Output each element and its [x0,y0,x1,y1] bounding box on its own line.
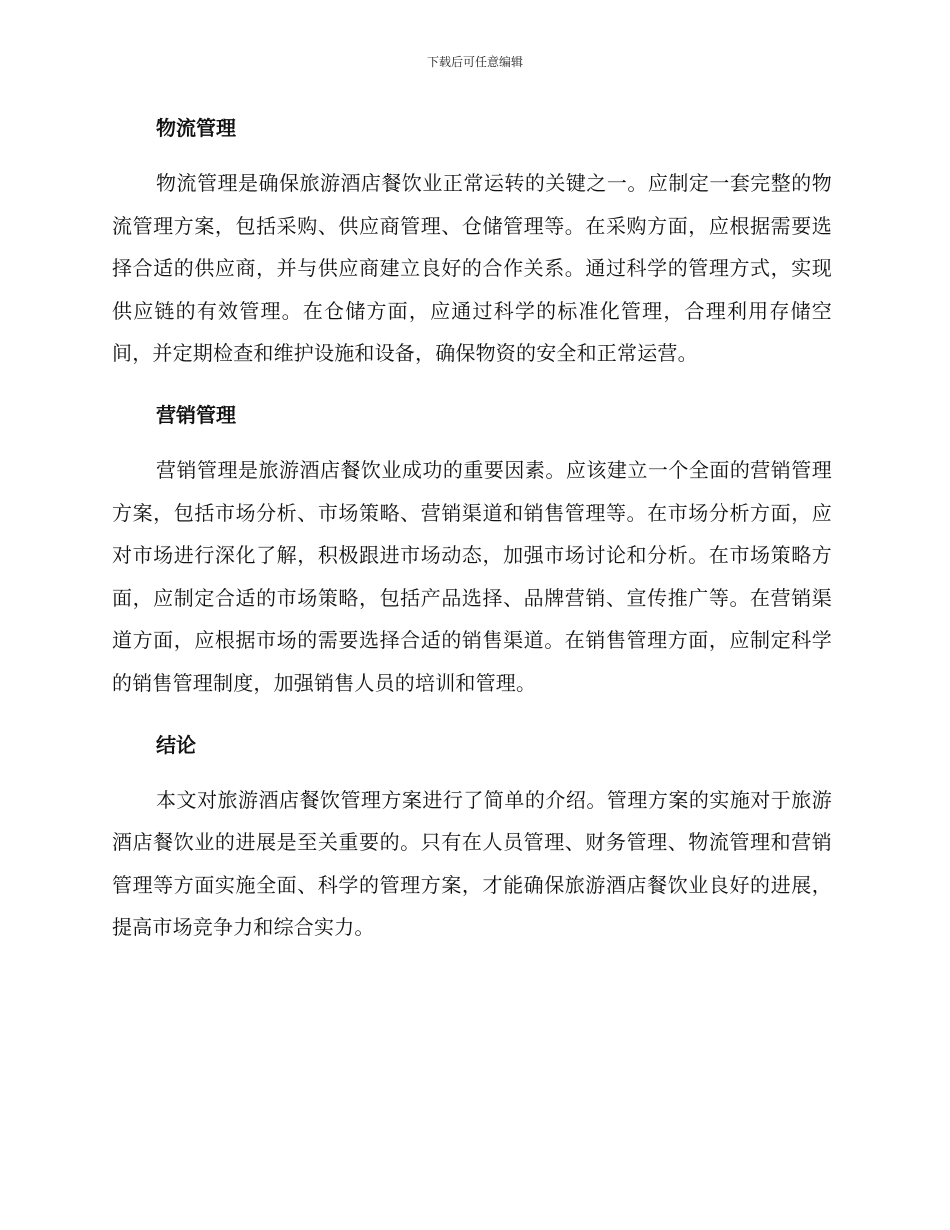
section-paragraph: 本文对旅游酒店餐饮管理方案进行了简单的介绍。管理方案的实施对于旅游酒店餐饮业的进展是至关重要的。只有在人员管理、财务管理、物流管理和营销管理等方面实施全面、科学的管理方案，才能确保旅游酒店餐饮业良好的进展，提高市场竞争力和综合实力。 [112,787,832,940]
section-heading: 营销管理 [156,402,236,427]
section-logistics-management [112,108,832,375]
document-content [112,108,832,949]
section-paragraph: 营销管理是旅游酒店餐饮业成功的重要因素。应该建立一个全面的营销管理方案，包括市场分析、市场策略、营销渠道和销售管理等。在市场分析方面，应对市场进行深化了解，积极跟进市场动态，加强市场讨论和分析。在市场策略方面，应制定合适的市场策略，包括产品选择、品牌营销、宣传推广等。在营销渠道方面，应根据市场的需要选择合适的销售渠道。在销售管理方面，应制定科学的销售管理制度，加强销售人员的培训和管理。 [112,457,832,695]
section-heading: 物流管理 [156,116,236,140]
section-paragraph: 物流管理是确保旅游酒店餐饮业正常运转的关键之一。应制定一套完整的物流管理方案，包括采购、供应商管理、仓储管理等。在采购方面，应根据需要选择合适的供应商，并与供应商建立良好的合作关系。通过科学的管理方式，实现供应链的有效管理。在仓储方面，应通过科学的标准化管理，合理利用存储空间，并定期检查和维护设施和设备，确保物资的安全和正常运营。 [112,171,832,366]
page-header: 下载后可任意编辑 [426,55,523,69]
section-conclusion [112,725,832,949]
section-marketing-management [112,395,832,705]
section-heading: 结论 [156,732,196,757]
